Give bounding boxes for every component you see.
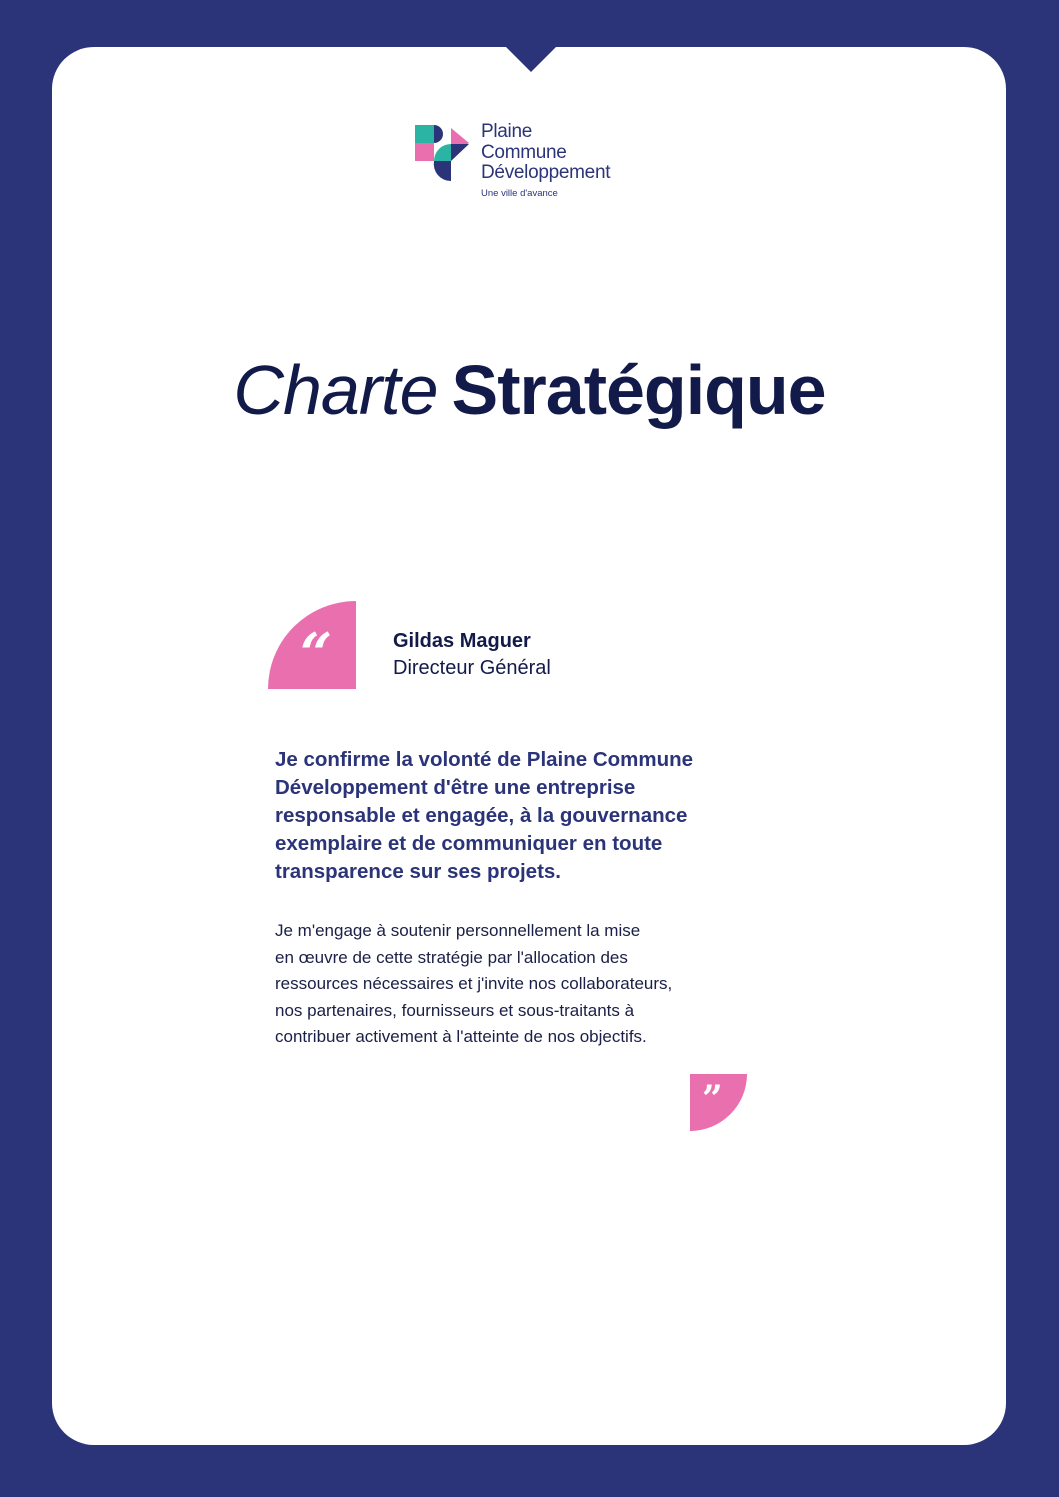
lead-line: responsable et engagée, à la gouvernance bbox=[275, 804, 688, 827]
logo-mark-icon bbox=[415, 125, 475, 185]
company-logo bbox=[415, 122, 655, 202]
title-light: Charte bbox=[233, 351, 438, 429]
lead-line: transparence sur ses projets. bbox=[275, 860, 561, 883]
close-quote-glyph: ” bbox=[702, 1078, 723, 1120]
page-title bbox=[0, 350, 1059, 430]
logo-line: Commune bbox=[481, 141, 567, 163]
lead-line: exemplaire et de communiquer en toute bbox=[275, 832, 663, 855]
author-name: Gildas Maguer bbox=[393, 630, 531, 652]
logo-line: Plaine bbox=[481, 121, 533, 142]
open-quote-glyph: “ bbox=[300, 621, 333, 687]
body-line: Je m'engage à soutenir personnellement la mise bbox=[275, 921, 641, 940]
body-line: nos partenaires, fournisseurs et sous-traitants à bbox=[275, 1000, 635, 1020]
quote-lead bbox=[275, 746, 775, 886]
lead-line: Développement d'être une entreprise bbox=[275, 776, 636, 799]
lead-line: Je confirme la volonté de Plaine Commune bbox=[275, 748, 694, 771]
logo-line: Développement bbox=[481, 162, 611, 183]
title-bold: Stratégique bbox=[451, 351, 826, 429]
body-line: en œuvre de cette stratégie par l'allocation des bbox=[275, 947, 628, 967]
body-line: ressources nécessaires et j'invite nos collaborateurs, bbox=[275, 974, 673, 993]
author-role: Directeur Général bbox=[393, 657, 551, 679]
quote-body bbox=[275, 918, 775, 1051]
top-notch bbox=[506, 47, 556, 72]
logo-tagline: Une ville d'avance bbox=[481, 188, 558, 199]
body-line: contribuer activement à l'atteinte de nos objectifs. bbox=[275, 1027, 647, 1046]
